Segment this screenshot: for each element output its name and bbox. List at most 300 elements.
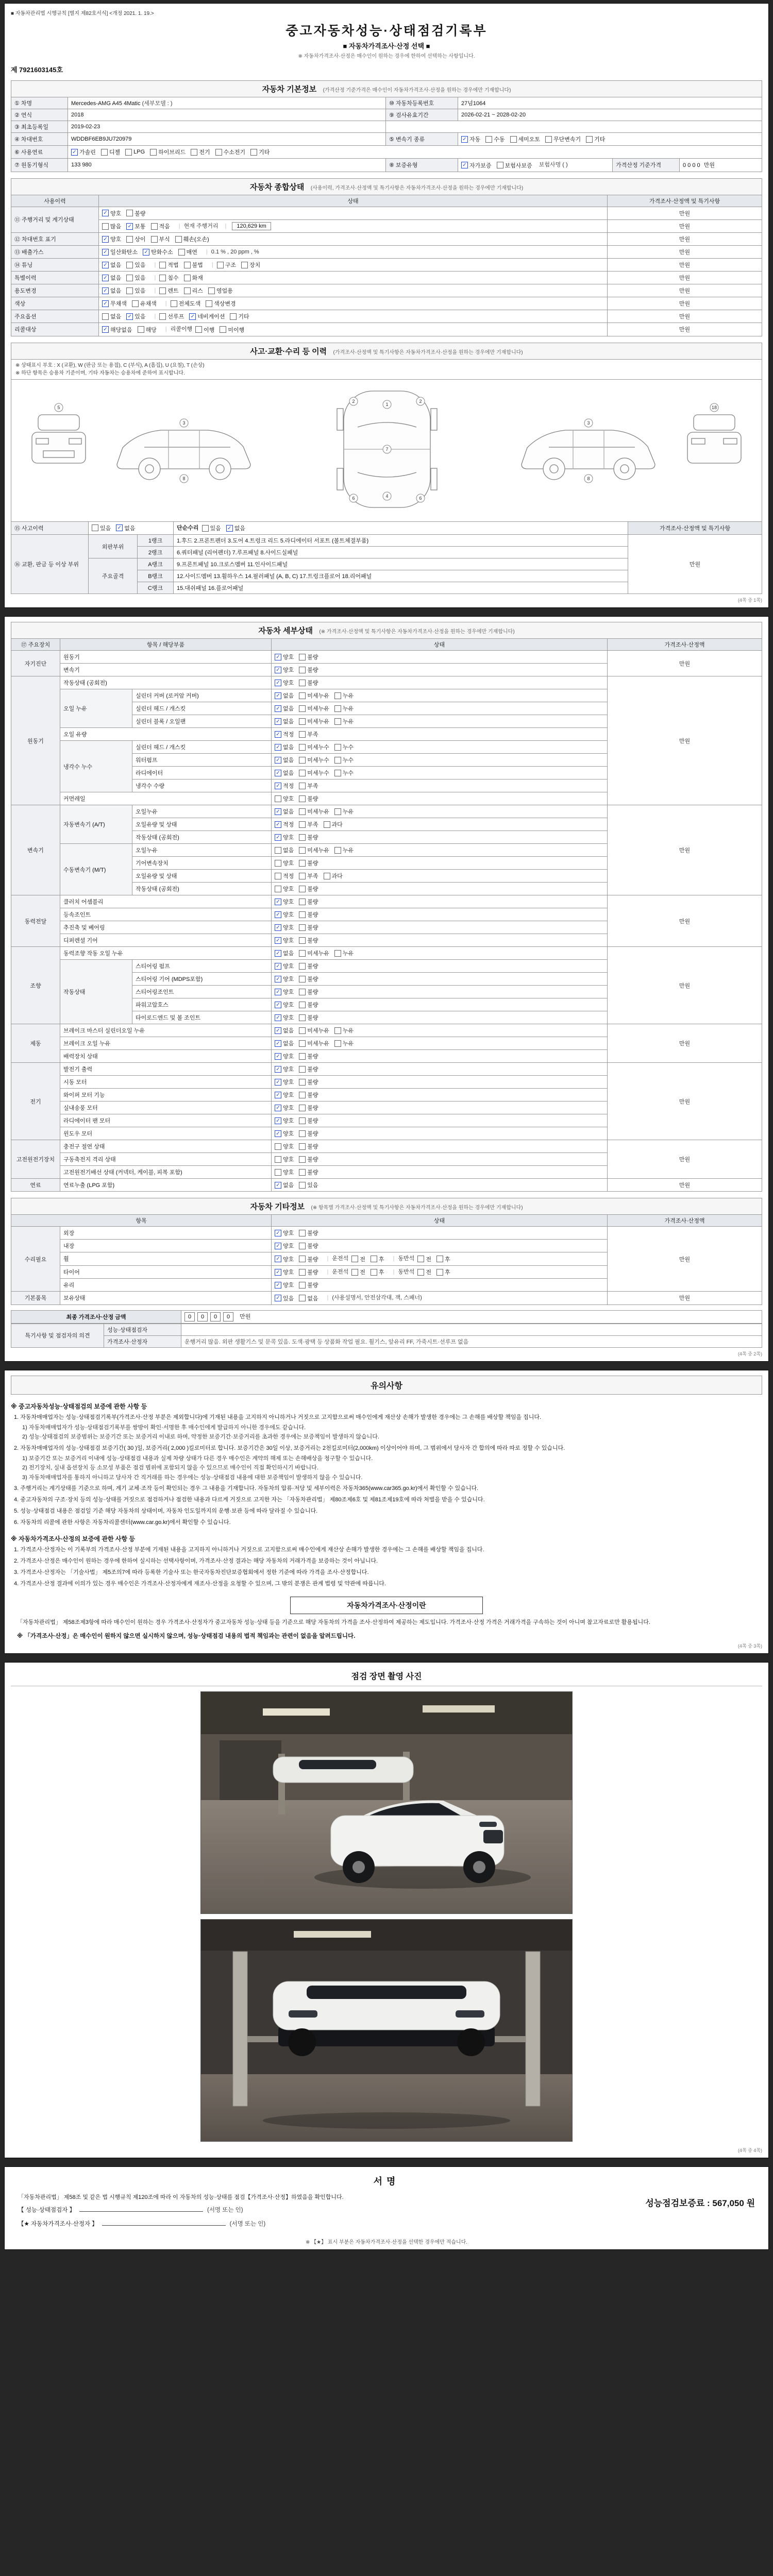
checkbox-box: ✓ [189,313,196,320]
divider: | [154,274,156,281]
checkbox-icon[interactable] [206,299,236,308]
checkbox-checked-icon[interactable] [126,312,145,320]
checkbox-icon[interactable] [334,756,354,764]
checkbox-icon[interactable] [184,261,203,269]
car-wheel [457,2028,485,2056]
checkbox-box [371,1269,377,1276]
checkbox-checked-icon[interactable] [275,679,294,687]
checkbox-checked-icon[interactable] [275,1255,294,1263]
item-label: 파워고압호스 [132,998,272,1011]
checkbox-icon[interactable] [150,148,186,156]
warranty-note: 보험사명 ( ) [539,162,568,168]
checkbox-icon[interactable] [299,1281,318,1289]
checkbox-label: 보험사보증 [505,162,532,169]
checkbox-icon[interactable] [417,1268,431,1276]
item-label: 타이로드엔드 및 볼 조인트 [132,1011,272,1024]
checkbox-icon[interactable] [334,717,354,725]
checkbox-box [275,1143,281,1150]
checkbox-icon[interactable] [299,833,318,841]
checkbox-label: 미세누유 [307,809,329,815]
checkbox-checked-icon[interactable] [275,1281,294,1289]
checkbox-label: 누수 [342,757,354,764]
checkbox-checked-icon[interactable] [102,261,121,269]
checkbox-icon[interactable] [436,1255,450,1263]
checkbox-box: ✓ [275,1230,281,1236]
signature-blank[interactable] [79,2205,203,2212]
checkbox-icon[interactable] [159,286,178,295]
checkbox-icon[interactable] [126,286,145,295]
car-rear-view [687,415,741,463]
checkbox-checked-icon[interactable] [275,769,294,777]
checkbox-label: 양호 [283,1066,294,1073]
checkbox-icon[interactable] [215,148,246,156]
checkbox-checked-icon[interactable] [275,1294,294,1302]
table-row [11,1179,762,1192]
final-price-label: 최종 가격조사·산정 금액 [11,1310,181,1323]
checkbox-icon[interactable] [299,743,329,751]
checkbox-icon[interactable] [299,1255,318,1263]
checkbox-checked-icon[interactable] [226,524,245,532]
title-note: ※ 자동차가격조사·산정은 매수인이 원하는 경우에 한하여 선택하는 사항입니다. [298,54,475,59]
checkbox-icon[interactable] [299,704,329,713]
checkbox-icon[interactable] [299,1052,318,1060]
checkbox-icon[interactable] [545,135,581,143]
checkbox-icon[interactable] [299,1104,318,1112]
checkbox-label: 양호 [110,210,122,217]
checkbox-box [299,1117,306,1124]
state-cell [272,1037,608,1050]
checkbox-icon[interactable] [324,820,343,828]
checkbox-icon[interactable] [138,326,157,334]
column-header: 사용이력 [11,195,99,207]
checkbox-checked-icon[interactable] [275,691,294,700]
divider: | [178,223,180,229]
checkbox-icon[interactable] [371,1255,384,1263]
checkbox-icon[interactable] [351,1268,365,1276]
checkbox-checked-icon[interactable] [275,1001,294,1009]
checkbox-checked-icon[interactable] [275,730,294,738]
svg-text:18: 18 [711,404,717,410]
notes-item: 1) 보증기간 또는 보증거리 이내에 성능·상태점검 내용과 실제 차량 상태가 다른 경우 매수인은 계약의 해제 또는 손해배상을 청구할 수 있습니다. [22,1455,373,1462]
checkbox-checked-icon[interactable] [275,653,294,661]
checkbox-checked-icon[interactable] [102,248,138,256]
checkbox-checked-icon[interactable] [275,1229,294,1237]
group-label: 제동 [11,1024,60,1063]
checkbox-checked-icon[interactable] [102,274,121,282]
checkbox-checked-icon[interactable] [275,756,294,764]
checkbox-icon[interactable] [102,222,121,230]
checkbox-box [299,1243,306,1249]
notes-item: 6. 자동차의 리콜에 관한 사항은 자동차리콜센터(www.car.go.kr)에서 확인할 수 있습니다. [14,1519,231,1526]
item-label: 윈도우 모터 [60,1127,272,1140]
checkbox-icon[interactable] [184,286,203,295]
item-label: 브레이크 마스터 실린더오일 누유 [60,1024,272,1037]
checkbox-checked-icon[interactable] [102,286,121,295]
checkbox-icon[interactable] [126,261,145,269]
checkbox-icon[interactable] [299,1168,318,1176]
checkbox-icon[interactable] [171,299,201,308]
checkbox-box [299,976,306,982]
workshop-floor [201,2074,572,2141]
checkbox-icon[interactable] [510,135,541,143]
checkbox-icon[interactable] [159,274,178,282]
checkbox-label: 양호 [283,1015,294,1021]
checkbox-icon[interactable] [299,885,318,893]
checkbox-icon[interactable] [299,730,318,738]
checkbox-label: 양호 [283,1282,294,1289]
checkbox-box: ✓ [275,963,281,970]
checkbox-icon[interactable] [195,326,214,334]
state-note: (사용설명서, 안전삼각대, 잭, 스패너) [332,1295,422,1301]
checkbox-box: ✓ [275,1002,281,1008]
checkbox-icon[interactable] [299,679,318,687]
checkbox-box [184,275,191,281]
checkbox-box [299,1053,306,1060]
checkbox-icon[interactable] [417,1255,431,1263]
notes-item: 1. 가격조사·산정자는 이 기록부의 가격조사·산정 부분에 기재된 내용을 고지하지 아니하거나 거짓으로 고지함으로써 매수인에게 재산상 손해가 발생한 경우에는 그 손해를 배상할 책임을 집니다. [14,1547,484,1553]
group-label: 고전원전기장치 [11,1140,60,1179]
checkbox-icon[interactable] [586,135,605,143]
signature-statement: 「자동차관리법」 제58조 및 같은 법 시행규칙 제120조에 따라 이 자동차의 성능·상태를 점검【가격조사·산정】하였음을 확인합니다. [18,2194,344,2200]
checkbox-icon[interactable] [299,949,329,957]
checkbox-label: 부족 [307,873,318,879]
checkbox-icon[interactable] [275,872,294,880]
checkbox-icon[interactable] [230,312,249,320]
checkbox-checked-icon[interactable] [275,1129,294,1138]
state-cell [272,1011,608,1024]
checkbox-icon[interactable] [202,524,221,532]
checkbox-icon[interactable] [299,1268,318,1276]
checkbox-checked-icon[interactable] [275,975,294,983]
item-label: 구동축전지 격리 상태 [60,1153,272,1166]
car-name: Mercedes-AMG A45 4Matic [71,100,141,107]
checkbox-checked-icon[interactable] [102,326,132,334]
ceiling [201,1920,572,1951]
checkbox-box [230,313,237,320]
checkbox-checked-icon[interactable] [275,666,294,674]
checkbox-icon[interactable] [125,149,145,156]
checkbox-icon[interactable] [351,1255,365,1263]
checkbox-label: 적정 [283,873,294,879]
checkbox-icon[interactable] [299,782,318,790]
divider: | [327,1268,329,1275]
checkbox-checked-icon[interactable] [275,1116,294,1125]
car-submodel: (세부모델 : ) [142,100,173,107]
checkbox-checked-icon[interactable] [275,704,294,713]
page-marker: (4쪽 중 4쪽) [737,2147,762,2153]
checkbox-icon[interactable] [299,846,329,854]
checkbox-box [334,692,341,699]
checkbox-icon[interactable] [299,820,318,828]
checkbox-icon[interactable] [334,691,354,700]
checkbox-icon[interactable] [299,1001,318,1009]
ceiling-light [294,1931,371,1938]
table-row [11,535,762,547]
group-label: 원동기 [11,676,60,805]
checkbox-label: 세미오토 [518,137,541,143]
checkbox-icon[interactable] [299,653,318,661]
checkbox-checked-icon[interactable] [275,1181,294,1189]
checkbox-icon[interactable] [299,859,318,867]
checkbox-checked-icon[interactable] [275,743,294,751]
notes-item: 2) 성능·상태점검의 보증범위는 보증기간 또는 보증거리 이내로 하며, 약정한 보증기간·보증거리를 초과한 경우에는 보증책임이 발생하지 않습니다. [22,1434,379,1440]
checkbox-checked-icon[interactable] [102,209,121,217]
checkbox-icon[interactable] [151,222,170,230]
checkbox-icon[interactable] [299,975,318,983]
checkbox-label: 적정 [283,822,294,828]
svg-text:7: 7 [385,446,389,452]
checkbox-icon[interactable] [299,1091,318,1099]
checkbox-checked-icon[interactable] [275,1104,294,1112]
checkbox-box [299,731,306,738]
checkbox-icon[interactable] [132,299,157,308]
checkbox-icon[interactable] [371,1268,384,1276]
checkbox-icon[interactable] [208,286,233,295]
checkbox-checked-icon[interactable] [275,1091,294,1099]
checkbox-icon[interactable] [126,274,145,282]
checkbox-label: 미세누유 [307,706,329,712]
checkbox-icon[interactable] [191,148,210,156]
checkbox-icon[interactable] [299,794,318,803]
checkbox-icon[interactable] [334,769,354,777]
checkbox-checked-icon[interactable] [275,1039,294,1047]
checkbox-icon[interactable] [250,148,270,156]
checkbox-icon[interactable] [299,1155,318,1163]
checkbox-icon[interactable] [102,312,121,320]
table-row [11,310,762,323]
checkbox-icon[interactable] [299,769,329,777]
checkbox-icon[interactable] [126,235,145,243]
column-header: 상태 [99,195,608,207]
checkbox-icon[interactable] [334,1026,354,1035]
checkbox-checked-icon[interactable] [275,717,294,725]
checkbox-checked-icon[interactable] [275,1065,294,1073]
state-cell [272,676,608,689]
checkbox-icon[interactable] [485,135,505,143]
checkbox-checked-icon[interactable] [275,1026,294,1035]
checkbox-box [299,1002,306,1008]
checkbox-icon[interactable] [299,872,318,880]
checkbox-icon[interactable] [299,1129,318,1138]
checkbox-icon[interactable] [299,1026,329,1035]
checkbox-label: 적음 [159,224,170,230]
checkbox-box [132,300,139,307]
checkbox-icon[interactable] [275,846,294,854]
checkbox-box [159,262,166,268]
table-row [11,1063,762,1076]
checkbox-icon[interactable] [497,161,532,170]
checkbox-checked-icon[interactable] [275,1013,294,1022]
checkbox-checked-icon[interactable] [275,782,294,790]
checkbox-icon[interactable] [299,1039,329,1047]
checkbox-icon[interactable] [334,846,354,854]
checkbox-checked-icon[interactable] [275,820,294,828]
car-wheel [288,2028,316,2056]
price-cell: 만원 [608,310,762,323]
section-subtitle: (가격산정 기준가격은 매수인이 자동차가격조사·산정을 원하는 경우에만 기재합니다) [323,88,511,93]
checkbox-icon[interactable] [275,1155,294,1163]
checkbox-icon[interactable] [275,1168,294,1176]
checkbox-box: ✓ [275,1295,281,1301]
rank-parts: 6.쿼터패널 (리어펜더) 7.루프패널 8.사이드실패널 [174,547,628,558]
checkbox-icon[interactable] [299,910,318,919]
checkbox-box [299,795,306,802]
checkbox-icon[interactable] [126,209,145,217]
ceiling-light [423,1705,495,1713]
checkbox-label: 양호 [283,912,294,918]
checkbox-checked-icon[interactable] [126,222,145,230]
final-price-value [181,1310,762,1323]
field-label: ⑤ 변속기 종류 [385,133,458,146]
checkbox-icon[interactable] [299,988,318,996]
checkbox-checked-icon[interactable] [102,235,121,243]
checkbox-checked-icon[interactable] [275,1268,294,1276]
checkbox-checked-icon[interactable] [275,807,294,816]
checkbox-icon[interactable] [334,949,354,957]
checkbox-icon[interactable] [299,1242,318,1250]
section-other-header [11,1198,762,1214]
checkbox-label: 양호 [283,654,294,660]
checkbox-icon[interactable] [159,261,178,269]
checkbox-icon[interactable] [220,326,244,334]
checkbox-icon[interactable] [299,717,329,725]
checkbox-label: 미세누유 [307,719,329,725]
checkbox-box [241,262,248,268]
checkbox-icon[interactable] [241,261,260,269]
price-cell: 만원 [608,323,762,336]
checkbox-icon[interactable] [299,1013,318,1022]
checkbox-icon[interactable] [275,1142,294,1150]
item-label: 오일 유량 [60,728,272,741]
checkbox-label: 없음 [110,314,122,320]
checkbox-icon[interactable] [436,1268,450,1276]
checkbox-checked-icon[interactable] [102,299,127,308]
checkbox-icon[interactable] [299,1078,318,1086]
checkbox-checked-icon[interactable] [275,988,294,996]
checkbox-checked-icon[interactable] [275,897,294,906]
checkbox-checked-icon[interactable] [461,161,492,170]
checkbox-icon[interactable] [334,807,354,816]
checkbox-icon[interactable] [275,885,294,893]
comprehensive-table [11,195,762,336]
checkbox-label: 양호 [283,963,294,970]
checkbox-icon[interactable] [175,235,209,243]
checkbox-icon[interactable] [299,807,329,816]
checkbox-checked-icon[interactable] [143,248,173,256]
checkbox-label: 양호 [283,667,294,673]
checkbox-icon[interactable] [299,1065,318,1073]
checkbox-icon[interactable] [178,248,197,256]
final-price-table [11,1310,762,1324]
value-box: 120,629 km [232,222,271,230]
checkbox-checked-icon[interactable] [275,1242,294,1250]
checkbox-checked-icon[interactable] [116,524,135,532]
checkbox-box: ✓ [275,950,281,957]
checkbox-checked-icon[interactable] [461,135,480,143]
rank-label: A랭크 [138,558,174,570]
checkbox-checked-icon[interactable] [275,936,294,944]
price-cell: 만원 [608,676,762,805]
state-cell [272,1114,608,1127]
checkbox-label: 미세누유 [307,951,329,957]
checkbox-box: ✓ [275,1269,281,1276]
checkbox-checked-icon[interactable] [189,312,225,320]
checkbox-icon[interactable] [275,794,294,803]
checkbox-icon[interactable] [334,704,354,713]
checkbox-box: ✓ [116,524,123,531]
section-title: 자동차 기타정보 [250,1202,305,1211]
checkbox-icon[interactable] [299,1142,318,1150]
checkbox-icon[interactable] [299,756,329,764]
checkbox-box [299,1295,306,1301]
checkbox-checked-icon[interactable] [71,148,96,156]
checkbox-box [250,149,257,156]
checkbox-checked-icon[interactable] [275,1078,294,1086]
checkbox-checked-icon[interactable] [275,833,294,841]
checkbox-checked-icon[interactable] [275,949,294,957]
signature-role: 【 성능·상태점검자 】 [18,2207,75,2214]
checkbox-icon[interactable] [275,859,294,867]
checkbox-icon[interactable] [299,1229,318,1237]
item-label: 작동상태 (공회전) [132,883,272,895]
checkbox-icon[interactable] [92,524,111,532]
checkbox-icon[interactable] [334,743,354,751]
checkbox-label: 없음 [283,757,294,764]
checkbox-checked-icon[interactable] [275,1052,294,1060]
svg-text:4: 4 [385,493,389,499]
checkbox-box [299,718,306,725]
checkbox-icon[interactable] [299,897,318,906]
checkbox-label: 적법 [167,262,179,268]
checkbox-icon[interactable] [299,1116,318,1125]
checkbox-icon[interactable] [101,148,120,156]
checkbox-checked-icon[interactable] [275,923,294,931]
checkbox-icon[interactable] [299,691,329,700]
checkbox-box: ✓ [275,744,281,751]
checkbox-checked-icon[interactable] [275,910,294,919]
checkbox-box [417,1269,424,1276]
notes-item: 5. 성능·상태점검 내용은 점검일 기준 해당 자동차의 상태이며, 자동차 인도일까지의 운행·보관 등에 따라 달라질 수 있습니다. [14,1508,318,1515]
checkbox-box: ✓ [275,899,281,905]
checkbox-icon[interactable] [299,1181,318,1189]
checkbox-box [299,821,306,828]
price-cell: 만원 [608,272,762,284]
checkbox-icon[interactable] [299,1294,318,1302]
item-label: 등속조인트 [60,908,272,921]
checkbox-icon[interactable] [334,1039,354,1047]
checkbox-icon[interactable] [299,666,318,674]
checkbox-icon[interactable] [184,274,203,282]
checkbox-box: ✓ [102,326,109,333]
checkbox-icon[interactable] [299,936,318,944]
checkbox-icon[interactable] [217,261,236,269]
checkbox-icon[interactable] [151,235,170,243]
checkbox-icon[interactable] [299,962,318,970]
checkbox-icon[interactable] [299,923,318,931]
rank-label: C랭크 [138,582,174,594]
checkbox-box [299,1040,306,1047]
checkbox-label: 전 [426,1256,431,1263]
checkbox-label: 무채색 [110,301,127,307]
item-label: 브레이크 오일 누유 [60,1037,272,1050]
checkbox-icon[interactable] [324,872,343,880]
checkbox-checked-icon[interactable] [275,962,294,970]
checkbox-box [324,873,330,879]
checkbox-icon[interactable] [159,312,184,320]
signature-blank[interactable] [102,2219,226,2226]
table-row [11,895,762,908]
divider: | [225,223,227,229]
